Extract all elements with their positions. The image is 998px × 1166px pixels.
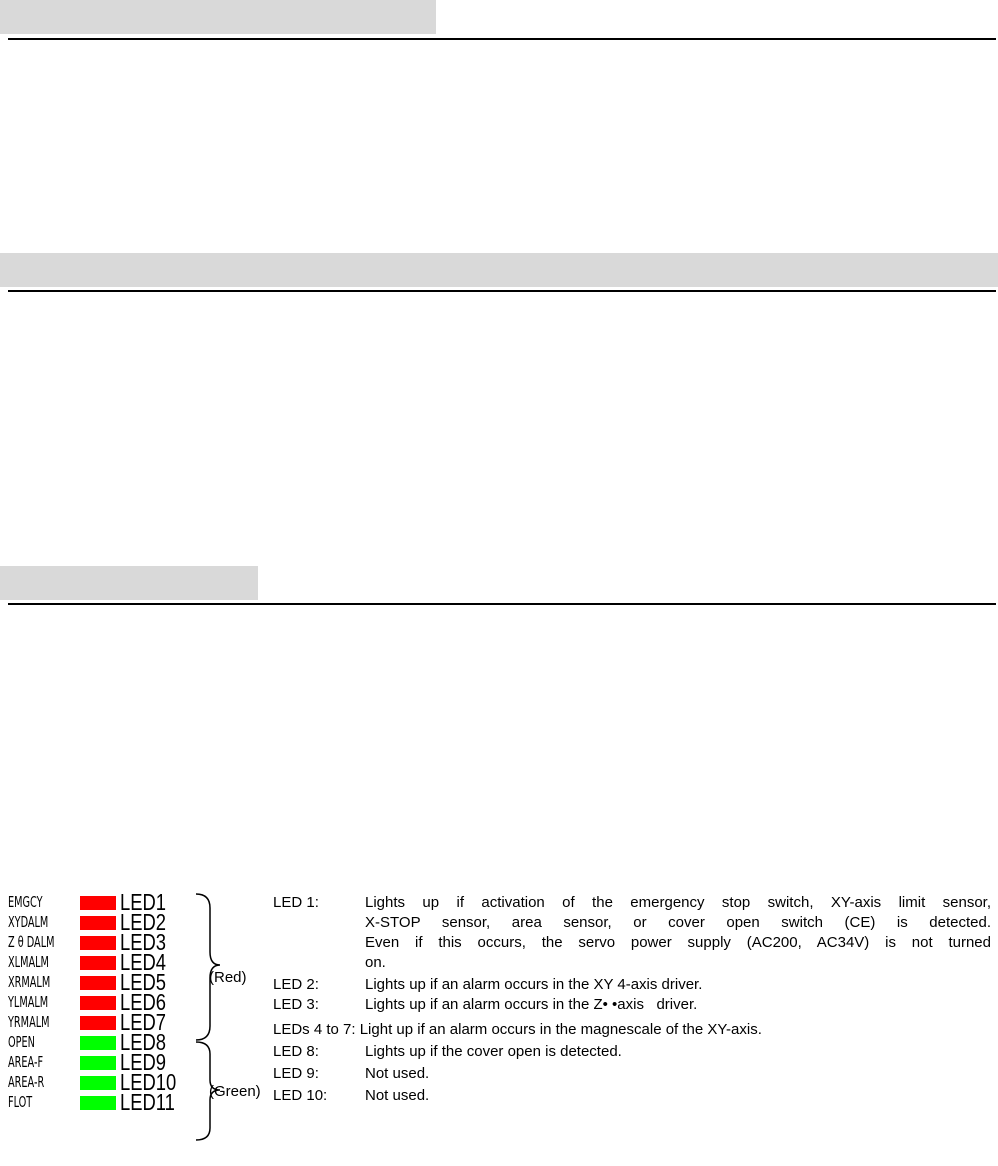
led-row bbox=[8, 1089, 208, 1115]
led-row bbox=[8, 929, 208, 955]
led-row bbox=[8, 989, 208, 1015]
led-indicator bbox=[80, 1056, 116, 1070]
green-group-label: (Green) bbox=[209, 1083, 261, 1100]
signal-label: Z θ DALM bbox=[8, 933, 55, 951]
desc-tag-led8: LED 8: bbox=[273, 1043, 319, 1060]
led-indicator bbox=[80, 996, 116, 1010]
led-name: LED4 bbox=[120, 949, 167, 975]
signal-label: XYDALM bbox=[8, 913, 49, 931]
desc-text-led8: Lights up if the cover open is detected. bbox=[365, 1043, 622, 1060]
desc-text-led10: Not used. bbox=[365, 1087, 430, 1104]
led-indicator bbox=[80, 1096, 116, 1110]
desc-tag-led1: LED 1: bbox=[273, 894, 319, 911]
desc-tag-led9: LED 9: bbox=[273, 1065, 319, 1082]
desc-tag-led3: LED 3: bbox=[273, 996, 319, 1013]
desc-text-led1-line1: Lights up if activation of the emergency stop switch, XY-axis limit sensor, bbox=[365, 894, 991, 911]
led-row bbox=[8, 1009, 208, 1035]
desc-text-led9: Not used. bbox=[365, 1065, 430, 1082]
led-name: LED5 bbox=[120, 969, 167, 995]
led-indicator bbox=[80, 1036, 116, 1050]
led-indicator bbox=[80, 1016, 116, 1030]
signal-label: AREA-R bbox=[8, 1073, 45, 1091]
desc-text-led1-line4: on. bbox=[365, 954, 386, 971]
desc-tag-led2: LED 2: bbox=[273, 976, 319, 993]
led-row bbox=[8, 969, 208, 995]
section-heading-bar-1 bbox=[0, 0, 436, 34]
led-row bbox=[8, 889, 208, 915]
desc-text-led2: Lights up if an alarm occurs in the XY 4-axis driver. bbox=[365, 976, 703, 993]
led-name: LED11 bbox=[120, 1089, 175, 1115]
led-indicator bbox=[80, 956, 116, 970]
section-rule-3 bbox=[8, 603, 996, 605]
section-rule-1 bbox=[8, 38, 996, 40]
led-name: LED9 bbox=[120, 1049, 167, 1075]
led-indicator bbox=[80, 1076, 116, 1090]
led-name: LED1 bbox=[120, 889, 167, 915]
led-name: LED8 bbox=[120, 1029, 167, 1055]
desc-text-led4-7: LEDs 4 to 7: Light up if an alarm occurs in the magnescale of the XY-axis. bbox=[273, 1021, 762, 1038]
led-row bbox=[8, 949, 208, 975]
section-heading-bar-3 bbox=[0, 566, 258, 600]
signal-label: YRMALM bbox=[8, 1013, 50, 1031]
section-heading-bar-2 bbox=[0, 253, 998, 287]
led-row bbox=[8, 1029, 208, 1055]
desc-text-led1-line2: X-STOP sensor, area sensor, or cover open switch (CE) is detected. bbox=[365, 914, 991, 931]
led-indicator bbox=[80, 936, 116, 950]
desc-text-led3: Lights up if an alarm occurs in the Z• •axis driver. bbox=[365, 996, 698, 1013]
led-row bbox=[8, 909, 208, 935]
section-rule-2 bbox=[8, 290, 996, 292]
signal-label: AREA-F bbox=[8, 1053, 44, 1071]
led-row bbox=[8, 1069, 208, 1095]
signal-label: YLMALM bbox=[8, 993, 49, 1011]
signal-label: EMGCY bbox=[8, 893, 43, 911]
led-name: LED10 bbox=[120, 1069, 177, 1095]
signal-label: FLOT bbox=[8, 1093, 33, 1111]
red-group-brace bbox=[194, 892, 224, 1042]
led-name: LED3 bbox=[120, 929, 167, 955]
led-name: LED2 bbox=[120, 909, 167, 935]
led-name: LED6 bbox=[120, 989, 167, 1015]
led-indicator bbox=[80, 976, 116, 990]
led-indicator-panel bbox=[8, 889, 278, 1142]
signal-label: OPEN bbox=[8, 1033, 35, 1051]
desc-tag-led10: LED 10: bbox=[273, 1087, 328, 1104]
desc-text-led1-line3: Even if this occurs, the servo power supply (AC200, AC34V) is not turned bbox=[365, 934, 991, 951]
led-indicator bbox=[80, 916, 116, 930]
led-indicator bbox=[80, 896, 116, 910]
led-name: LED7 bbox=[120, 1009, 167, 1035]
signal-label: XLMALM bbox=[8, 953, 49, 971]
signal-label: XRMALM bbox=[8, 973, 51, 991]
red-group-label: (Red) bbox=[209, 969, 247, 986]
led-row bbox=[8, 1049, 208, 1075]
